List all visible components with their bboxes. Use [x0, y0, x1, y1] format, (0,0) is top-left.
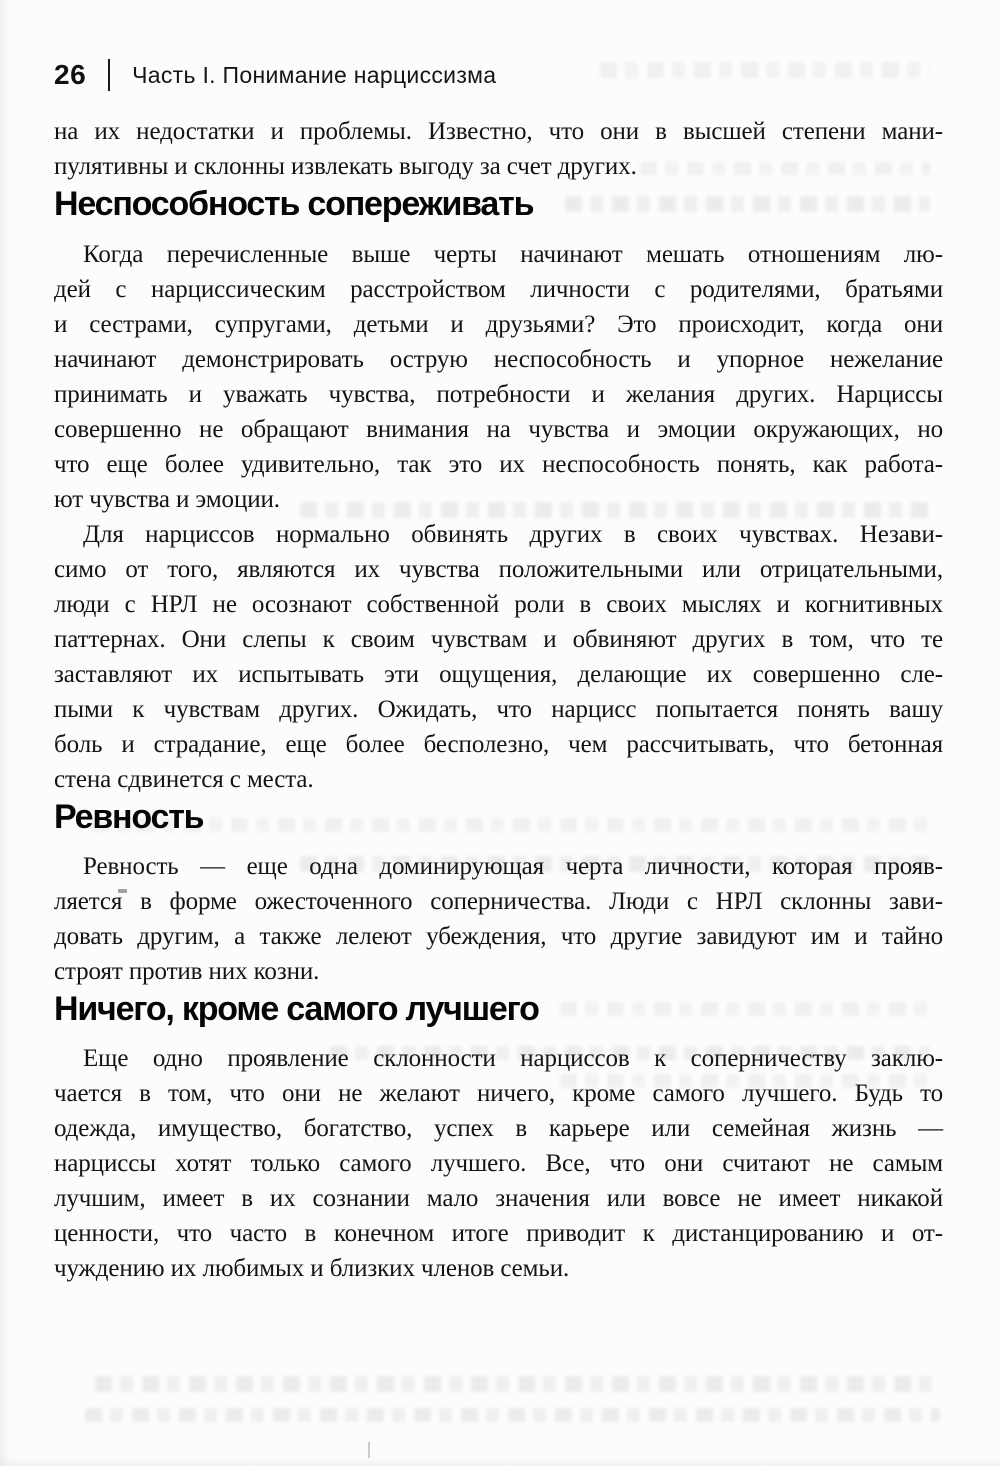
paragraph [54, 1041, 943, 1286]
text-line: Когда перечисленные выше черты начинают мешать отношениям лю- [83, 241, 943, 268]
scan-edge-bottom [0, 1456, 1000, 1466]
text-line: Для нарциссов нормально обвинять других в своих чувствах. Незави- [83, 521, 943, 548]
text-line: что еще более удивительно, так это их неспособность понять, как работа- [54, 451, 943, 478]
text-line: стена сдвинется с места. [54, 766, 314, 793]
text-line: совершенно не обращают внимания на чувства и эмоции окружающих, но [54, 416, 943, 443]
text-line: принимать и уважать чувства, потребности и желания других. Нарциссы [54, 381, 943, 408]
scan-artifact [95, 1376, 940, 1392]
text-line: люди с НРЛ не осознают собственной роли в своих мыслях и когнитивных [54, 591, 943, 618]
paragraph [54, 517, 943, 797]
text-line: ляется в форме ожесточенного соперничества. Люди с НРЛ склонны зави- [54, 888, 943, 915]
text-line: боль и страдание, еще более бесполезно, чем рассчитывать, что бетонная [54, 731, 943, 758]
text-line: чается в том, что они не желают ничего, кроме самого лучшего. Будь то [54, 1080, 943, 1107]
text-line: ют чувства и эмоции. [54, 486, 280, 513]
running-title: Часть I. Понимание нарциссизма [132, 61, 497, 88]
text-line: нарциссы хотят только самого лучшего. Все, что они считают не самым [54, 1150, 943, 1177]
header-divider [108, 59, 110, 91]
text-line: Еще одно проявление склонности нарциссов к соперничеству заклю- [83, 1045, 943, 1072]
text-line: пулятивны и склонны извлекать выгоду за счет других. [54, 153, 637, 180]
text-line: паттернах. Они слепы к своим чувствам и обвиняют других в том, что те [54, 626, 943, 653]
text-line: на их недостатки и проблемы. Известно, что они в высшей степени мани- [54, 118, 943, 145]
text-line: пыми к чувствам других. Ожидать, что нарцисс попытается понять вашу [54, 696, 943, 723]
text-line: Ревность — еще одна доминирующая черта личности, которая прояв- [83, 853, 943, 880]
section-heading-nothing-but-the-best: Ничего, кроме самого лучшего [54, 990, 539, 1028]
text-line: чуждению их любимых и близких членов семьи. [54, 1255, 570, 1282]
scan-artifact [85, 1408, 940, 1422]
page-header [54, 58, 943, 92]
page-number: 26 [54, 59, 87, 90]
text-line: ценности, что часто в конечном итоге приводит к дистанцированию и от- [54, 1220, 943, 1247]
text-line: заставляют их испытывать эти ощущения, делающие их совершенно сле- [54, 661, 943, 688]
text-line: начинают демонстрировать острую неспособность и упорное нежелание [54, 346, 943, 373]
text-line: одежда, имущество, богатство, успех в карьере или семейная жизнь — [54, 1115, 943, 1142]
paragraph [54, 237, 943, 517]
text-line: дей с нарциссическим расстройством личности с родителями, братьями [54, 276, 943, 303]
text-line: симо от того, являются их чувства положительными или отрицательными, [54, 556, 943, 583]
paragraph [54, 849, 943, 989]
paragraph-continuation [54, 114, 943, 184]
text-line: и сестрами, супругами, детьми и друзьями? Это происходит, когда они [54, 311, 943, 338]
text-line: лучшим, имеет в их сознании мало значения или вовсе не имеет никакой [54, 1185, 943, 1212]
section-heading-inability-to-empathize: Неспособность сопереживать [54, 185, 534, 223]
section-heading-jealousy: Ревность [54, 798, 204, 836]
text-line: строят против них козни. [54, 958, 320, 985]
text-line: довать другим, а также лелеют убеждения, что другие завидуют им и тайно [54, 923, 943, 950]
scan-artifact [368, 1442, 370, 1458]
